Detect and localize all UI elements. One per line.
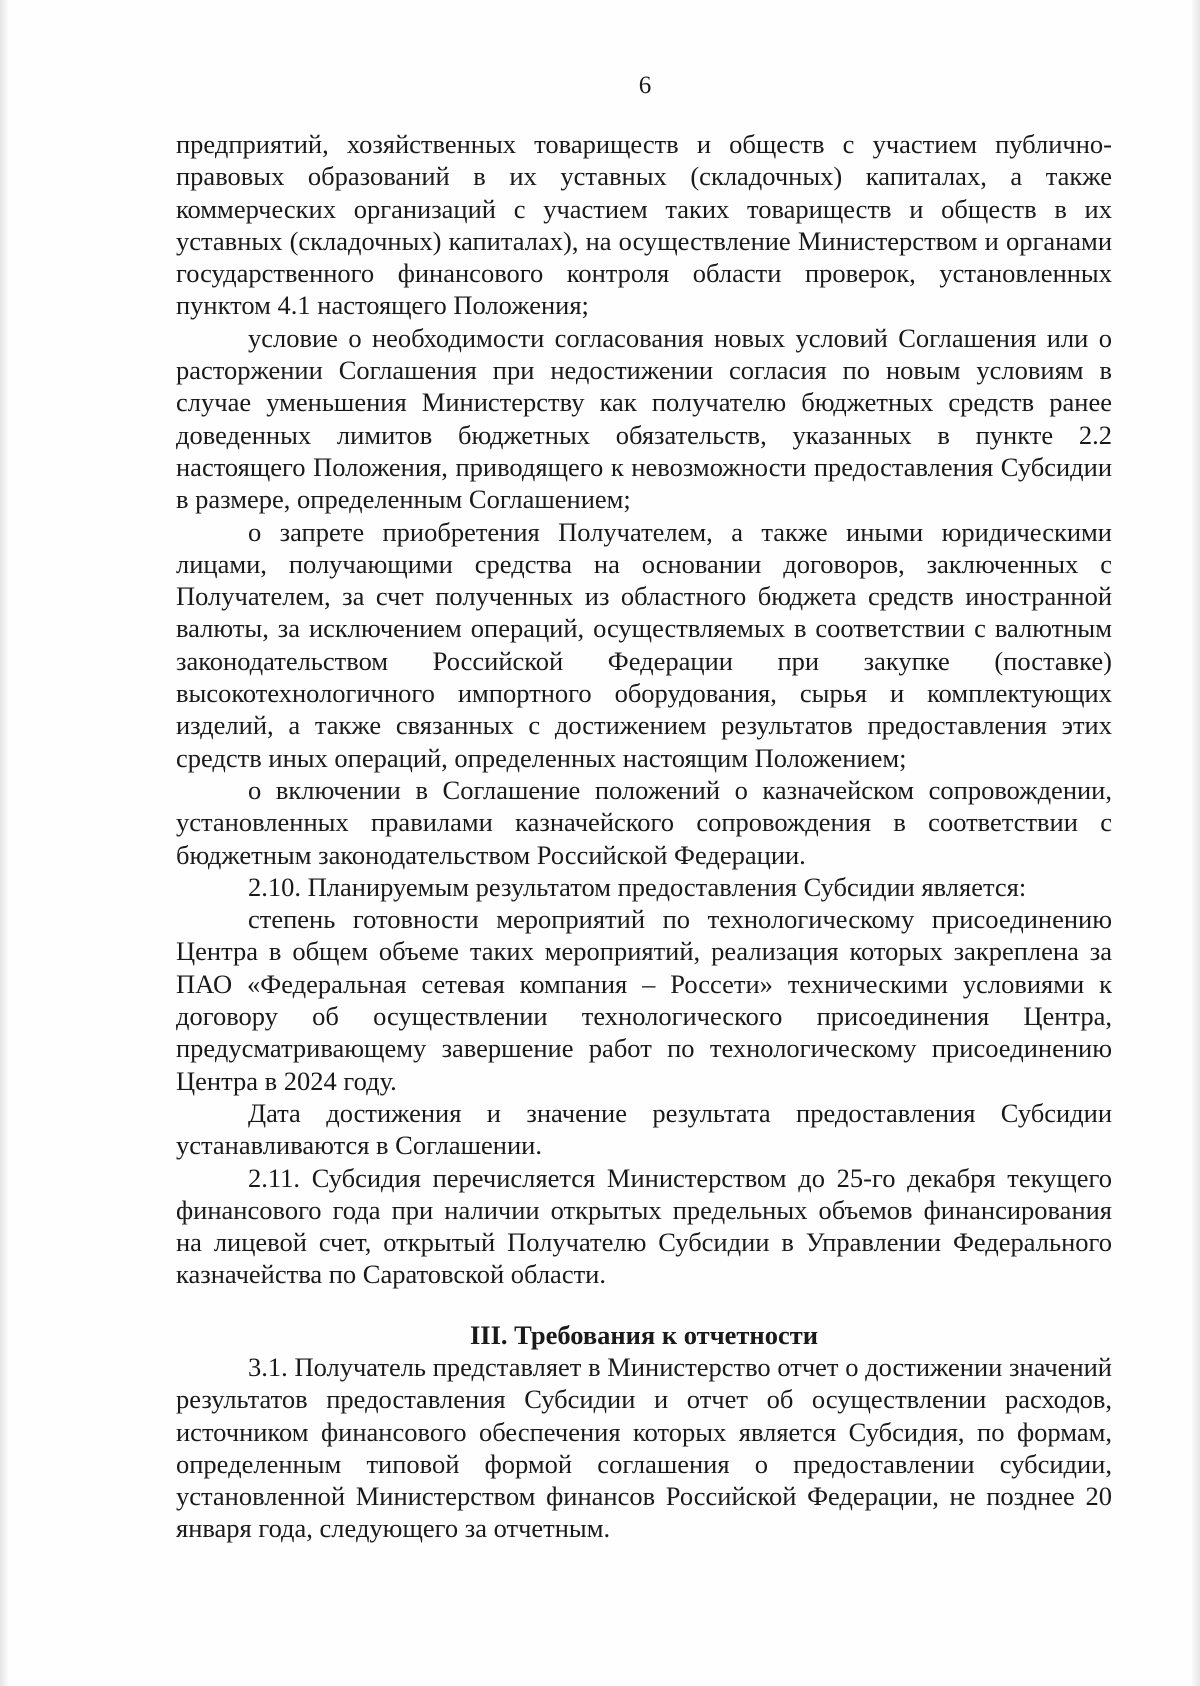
document-body bbox=[176, 128, 1112, 1545]
paragraph-result-date: Дата достижения и значение результата предоставления Субсидии устанавливаются в Соглашении. bbox=[176, 1097, 1112, 1161]
scan-edge-right bbox=[1192, 0, 1200, 1686]
paragraph-condition-agreement: условие о необходимости согласования новых условий Соглашения или о расторжении Соглашения при недостижении согласия по новым условиям в случае уменьшения Министерству как получателю бюджетных средств ранее доведенных лимитов бюджетных обязательств, указанных в пункте 2.2 настоящего Положения, приводящего к невозможности предоставления Субсидии в размере, определенным Соглашением; bbox=[176, 322, 1112, 515]
paragraph-readiness-degree: степень готовности мероприятий по технологическому присоединению Центра в общем объеме таких мероприятий, реализация которых закреплена за ПАО «Федеральная сетевая компания – Россети» техническими условиями к договору об осуществлении технологического присоединения Центра, предусматривающему завершение работ по технологическому присоединению Центра в 2024 году. bbox=[176, 904, 1112, 1096]
paragraph-currency-ban: о запрете приобретения Получателем, а также иными юридическими лицами, получающими средства на основании договоров, заключенных с Получателем, за счет полученных из областного бюджета средств иностранной валюты, за исключением операций, осуществляемых в соответствии с валютным законодательством Российской Федерации при закупке (поставке) высокотехнологичного импортного оборудования, сырья и комплектующих изделий, а также связанных с достижением результатов предоставления этих средств иных операций, определенных настоящим Положением; bbox=[176, 516, 1112, 773]
scan-edge-left bbox=[0, 0, 8, 1686]
page-number: 6 bbox=[638, 72, 652, 99]
paragraph-treasury-support: о включении в Соглашение положений о казначейском сопровождении, установленных правилами казначейского сопровождения в соответствии с бюджетным законодательством Российской Федерации. bbox=[176, 774, 1112, 870]
paragraph-3-1: 3.1. Получатель представляет в Министерство отчет о достижении значений результатов предоставления Субсидии и отчет об осуществлении расходов, источником финансового обеспечения которых является Субсидия, по формам, определенным типовой формой соглашения о предоставлении субсидии, установленной Министерством финансов Российской Федерации, не позднее 20 января года, следующего за отчетным. bbox=[176, 1351, 1112, 1544]
paragraph-2-11: 2.11. Субсидия перечисляется Министерством до 25-го декабря текущего финансового года при наличии открытых предельных объемов финансирования на лицевой счет, открытый Получателю Субсидии в Управлении Федерального казначейства по Саратовской области. bbox=[176, 1162, 1112, 1290]
paragraph-2-10: 2.10. Планируемым результатом предоставления Субсидии является: bbox=[248, 871, 1027, 902]
section-heading-reporting: III. Требования к отчетности bbox=[469, 1319, 818, 1350]
paragraph-continuation: предприятий, хозяйственных товариществ и обществ с участием публично-правовых образований в их уставных (складочных) капиталах, а также коммерческих организаций с участием таких товариществ и обществ в их уставных (складочных) капиталах), на осуществление Министерством и органами государственного финансового контроля области проверок, установленных пунктом 4.1 настоящего Положения; bbox=[176, 129, 1112, 321]
